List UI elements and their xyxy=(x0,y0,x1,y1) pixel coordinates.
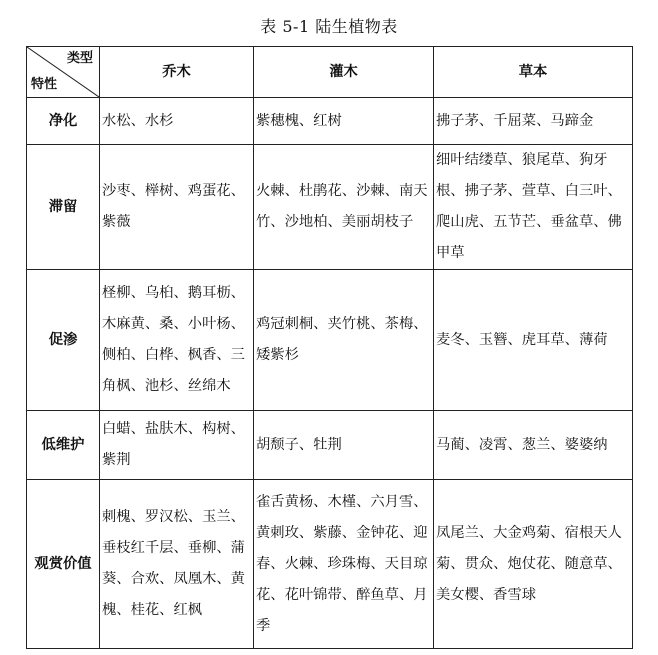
table-caption: 表 5-1 陆生植物表 xyxy=(260,17,398,36)
cell-herb: 麦冬、玉簪、虎耳草、薄荷 xyxy=(434,270,633,411)
table-row xyxy=(27,480,633,649)
table-row xyxy=(27,98,633,145)
cell-herb: 马蔺、凌霄、葱兰、婆婆纳 xyxy=(434,411,633,480)
row-header: 促渗 xyxy=(27,270,100,411)
corner-label-trait: 特性 xyxy=(31,77,58,92)
cell-tree: 刺槐、罗汉松、玉兰、垂枝红千层、垂柳、蒲葵、合欢、凤凰木、黄槐、桂花、红枫 xyxy=(100,480,254,649)
column-header-shrub: 灌木 xyxy=(254,47,434,98)
header-row xyxy=(27,47,633,98)
column-header-tree: 乔木 xyxy=(100,47,254,98)
cell-shrub: 鸡冠刺桐、夹竹桃、茶梅、矮紫杉 xyxy=(254,270,434,411)
cell-shrub: 雀舌黄杨、木槿、六月雪、黄刺玫、紫藤、金钟花、迎春、火棘、珍珠梅、天目琼花、花叶锦带、醉鱼草、月季 xyxy=(254,480,434,649)
row-header: 低维护 xyxy=(27,411,100,480)
cell-tree: 柽柳、乌桕、鹅耳枥、木麻黄、桑、小叶杨、侧柏、白桦、枫香、三角枫、池杉、丝绵木 xyxy=(100,270,254,411)
row-header: 滞留 xyxy=(27,145,100,270)
table-row xyxy=(27,411,633,480)
row-header: 净化 xyxy=(27,98,100,145)
corner-cell xyxy=(27,47,100,98)
cell-herb: 凤尾兰、大金鸡菊、宿根天人菊、贯众、炮仗花、随意草、美女樱、香雪球 xyxy=(434,480,633,649)
cell-herb: 细叶结缕草、狼尾草、狗牙根、拂子茅、萱草、白三叶、爬山虎、五节芒、垂盆草、佛甲草 xyxy=(434,145,633,270)
cell-shrub: 火棘、杜鹃花、沙棘、南天竹、沙地柏、美丽胡枝子 xyxy=(254,145,434,270)
cell-shrub: 胡颓子、牡荆 xyxy=(254,411,434,480)
cell-tree: 沙枣、榉树、鸡蛋花、紫薇 xyxy=(100,145,254,270)
cell-shrub: 紫穗槐、红树 xyxy=(254,98,434,145)
corner-label-type: 类型 xyxy=(66,51,93,66)
column-header-herb: 草本 xyxy=(434,47,633,98)
table-row xyxy=(27,145,633,270)
cell-herb: 拂子茅、千屈菜、马蹄金 xyxy=(434,98,633,145)
row-header: 观赏价值 xyxy=(27,480,100,649)
cell-tree: 水松、水杉 xyxy=(100,98,254,145)
table-row xyxy=(27,270,633,411)
cell-tree: 白蜡、盐肤木、构树、紫荆 xyxy=(100,411,254,480)
plant-table xyxy=(26,46,633,649)
